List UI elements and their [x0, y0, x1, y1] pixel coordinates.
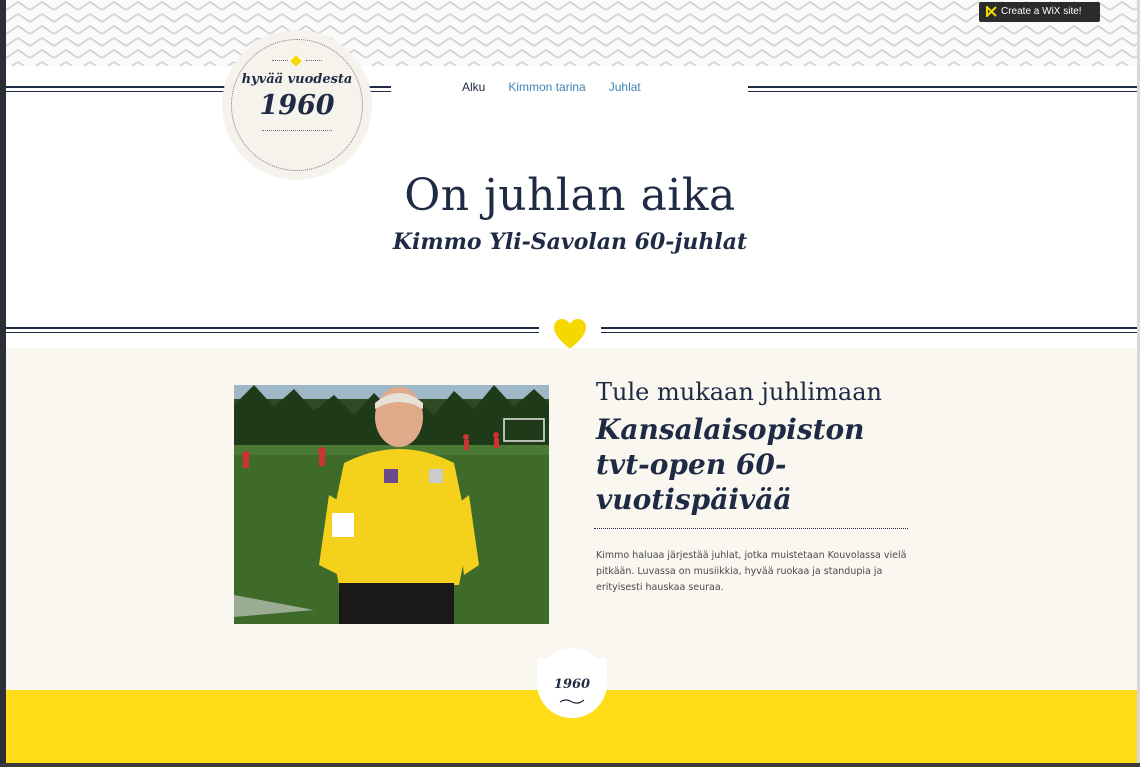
kimmo-photo: [234, 385, 549, 624]
header-pattern: [6, 0, 1137, 66]
site-logo[interactable]: [222, 30, 372, 180]
logo-rule: [262, 130, 332, 131]
logo-tagline: hyvää vuodesta: [241, 72, 353, 87]
nav-item-juhlat[interactable]: Juhlat: [608, 80, 641, 94]
hero-subtitle: Kimmo Yli-Savolan 60-juhlat: [392, 229, 748, 255]
main-nav: [462, 80, 641, 98]
wix-badge-label: Create a WiX site!: [1001, 6, 1082, 17]
section-title: Kansalaisopiston tvt-open 60-vuotispäivää: [596, 413, 865, 516]
logo-ornament-right: [306, 60, 322, 61]
swash-icon: [559, 697, 585, 705]
logo-year: 1960: [259, 90, 335, 121]
header-rule-right: [748, 86, 1137, 92]
section-rule: [594, 528, 908, 529]
intro-section: [6, 348, 1137, 690]
logo-ornament-left: [272, 60, 288, 61]
section-body: Kimmo haluaa järjestää juhlat, jotka muistetaan Kouvolassa vielä pitkään. Luvassa on musiikkia, hyvää ruokaa ja standupia ja erityisesti hauskaa seuraa.: [596, 550, 907, 593]
heart-icon: [552, 317, 588, 351]
nav-item-kimmon-tarina[interactable]: Kimmon tarina: [508, 80, 586, 94]
footer-year: 1960: [553, 677, 591, 692]
divider-rule-left: [6, 327, 539, 333]
divider-rule-right: [601, 327, 1137, 333]
wix-star-icon: [986, 6, 997, 17]
nav-item-alku[interactable]: Alku: [462, 80, 486, 94]
create-wix-site-button[interactable]: [979, 2, 1100, 22]
section-kicker: Tule mukaan juhlimaan: [596, 378, 882, 406]
hero-title: On juhlan aika: [404, 170, 736, 221]
browser-bottom-edge: [0, 763, 1140, 767]
